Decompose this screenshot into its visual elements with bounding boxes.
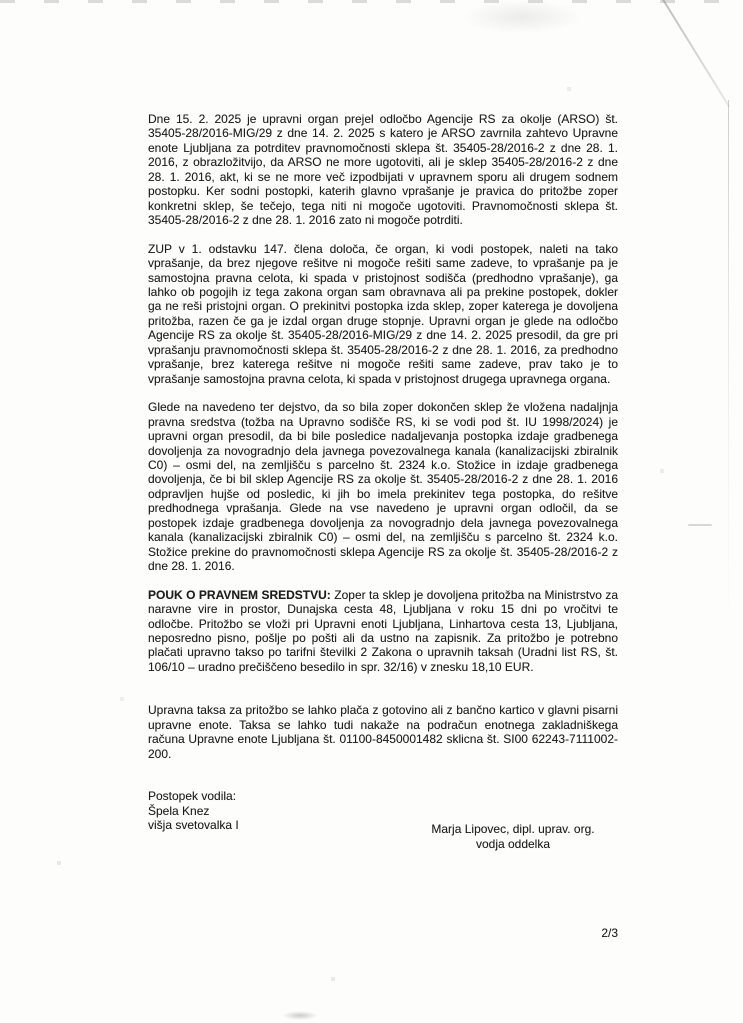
scan-specks — [0, 0, 2, 2]
scan-page-edge-line — [728, 100, 729, 640]
signed-by-title: vodja oddelka — [475, 836, 551, 851]
prepared-by-title: višja svetovalka I — [148, 818, 239, 833]
page-number: 2/3 — [601, 926, 618, 940]
signature-right — [408, 822, 618, 851]
scan-dash-mark — [688, 524, 712, 526]
prepared-by-name: Špela Knez — [148, 803, 210, 818]
scan-smudge-bottom — [282, 1011, 318, 1020]
paragraph-legal-remedy — [148, 588, 618, 675]
scan-smudge-top — [462, 0, 582, 34]
paragraph-suspension-conclusion: Glede na navedeno ter dejstvo, da so bila zoper dokončen sklep že vložena nadaljnja pravna sredstva (tožba na Upravno sodišče RS, ki se vodi pod št. IU 1998/2024) je upravni organ presodil, da bi bile posledice nadaljevanja postopka izdaje gradbenega dovoljenja za novogradnjo dela javnega povezovalnega kanala (kanalizacijski zbiralnik C0) – osmi del, na zemljišču s parcelno št. 2324 k.o. Stožice in izdaje gradbenega dovoljenja, če bi bil sklep Agencije RS za okolje št. 35405-28/2016-2 z dne 28. 1. 2016 odpravljen hujše od posledic, ki jih bo imela prekinitev tega postopka, do rešitve predhodnega vprašanja. Glede na vse navedeno je upravni organ odločil, da se postopek izdaje gradbenega dovoljenja za novogradnjo dela javnega povezovalnega kanala (kanalizacijski zbiralnik C0) – osmi del, na zemljišču s parcelno št. 2324 k.o. Stožice prekine do pravnomočnosti sklepa Agencije RS za okolje št. 35405-28/2016-2 z dne 28. 1. 2016. — [148, 400, 618, 574]
scan-top-edge-marks — [0, 0, 743, 3]
legal-remedy-text: Zoper ta sklep je dovoljena pritožba na Ministrstvo za naravne vire in prostor, Dunajska cesta 48, Ljubljana v roku 15 dni po vročitvi te odločbe. Pritožbo se vloži pri Upravni enoti Ljubljana, Linhartova cesta 13, Ljubljana, neposredno pisno, pošlje po pošti ali da ustno na zapisnik. Za pritožbo je potrebno plačati upravno takso po tarifni številki 2 Zakona o upravnih taksah (Uradni list RS, št. 106/10 – uradno prečiščeno besedilo in spr. 32/16) v znesku 18,10 EUR. — [148, 587, 618, 674]
signed-by-name: Marja Lipovec, dipl. uprav. org. — [431, 822, 595, 837]
document-body — [148, 112, 618, 861]
signature-block — [148, 789, 618, 861]
paragraph-zup-article-147: ZUP v 1. odstavku 147. člena določa, če organ, ki vodi postopek, naleti na tako vprašanje, da brez njegove rešitve ni mogoče rešiti same zadeve, to vprašanje pa je samostojna pravna celota, ki spada v pristojnost sodišča (predhodno vprašanje), ga lahko ob pogojih iz tega zakona organ sam obravnava ali pa prekine postopek, dokler ga ne reši pristojni organ. O prekinitvi postopka izda sklep, zoper katerega je dovoljena pritožba, razen če ga je izdal organ druge stopnje. Upravni organ je glede na odločbo Agencije RS za okolje št. 35405-28/2016-MIG/29 z dne 14. 2. 2025 presodil, da gre pri vprašanju pravnomočnosti sklepa št. 35405-28/2016-2 z dne 28. 1. 2016, za predhodno vprašanje, brez katerega rešitve ni mogoče rešiti same zadeve, prav tako je to vprašanje samostojna pravna celota, ki spada v pristojnost drugega upravnega organa. — [148, 241, 618, 386]
paragraph-arso-decision: Dne 15. 2. 2025 je upravni organ prejel odločbo Agencije RS za okolje (ARSO) št. 35405-28/2016-MIG/29 z dne 14. 2. 2025 s katero je ARSO zavrnila zahtevo Upravne enote Ljubljana za potrditev pravnomočnosti sklepa št. 35405-28/2016-2 z dne 28. 1. 2016, z obrazložitvijo, da ARSO ne more ugotoviti, ali je sklep 35405-28/2016-2 z dne 28. 1. 2016, akt, ki se ne more več izpodbijati v upravnem sporu ali drugem sodnem postopku. Ker sodni postopki, katerih glavno vprašanje je pravica do pritožbe zoper konkretni sklep, še tečejo, tega niti ni mogoče ugotoviti. Pravnomočnosti sklepa št. 35405-28/2016-2 z dne 28. 1. 2016 zato ni mogoče potrditi. — [148, 112, 618, 228]
prepared-by-label: Postopek vodila: — [148, 789, 237, 804]
scan-corner-fold-line — [662, 0, 730, 107]
paragraph-fee-payment: Upravna taksa za pritožbo se lahko plača z gotovino ali z bančno kartico v glavni pisarni upravne enote. Taksa se lahko tudi nakaže na podračun enotnega zakladniškega računa Upravne enote Ljubljana št. 01100-8450001482 sklicna št. SI00 62243-7111002-200. — [148, 703, 618, 761]
legal-remedy-heading: POUK O PRAVNEM SREDSTVU: — [148, 587, 331, 602]
